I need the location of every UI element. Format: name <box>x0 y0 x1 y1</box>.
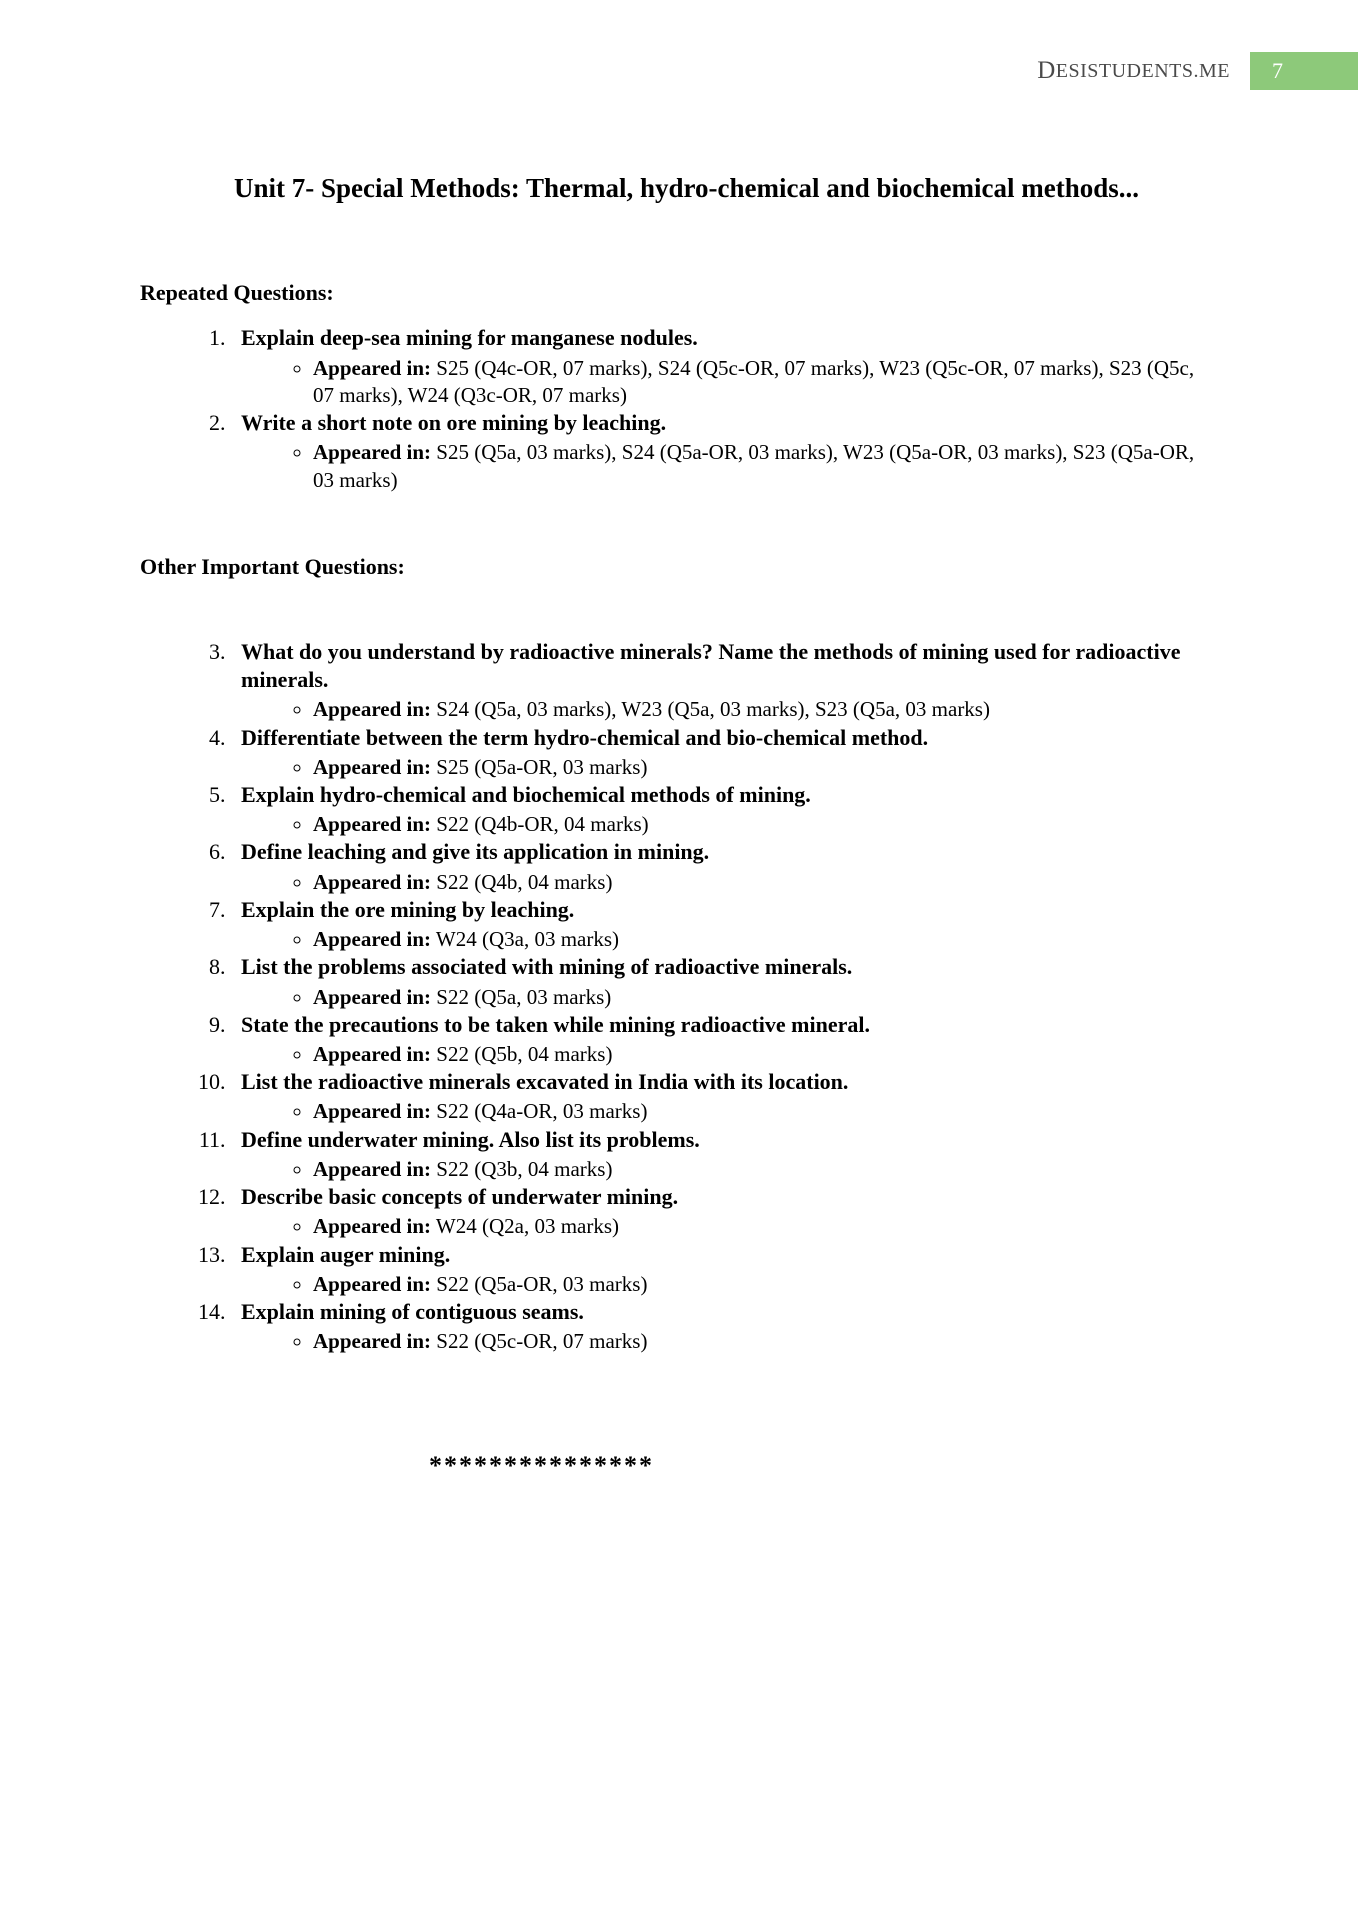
appeared-list <box>241 869 1208 896</box>
list-item <box>231 1068 1208 1125</box>
list-item <box>231 1298 1208 1355</box>
appeared-label: Appeared in: <box>313 697 432 722</box>
appeared-label: Appeared in: <box>313 355 432 380</box>
appeared-list <box>241 355 1208 410</box>
appeared-label: Appeared in: <box>313 1041 432 1066</box>
appeared-label: Appeared in: <box>313 869 432 894</box>
page-header <box>1037 52 1358 90</box>
list-item <box>231 409 1208 494</box>
appeared-value: W24 (Q3a, 03 marks) <box>435 927 620 952</box>
list-item <box>231 324 1208 409</box>
appeared-value: S22 (Q5a-OR, 03 marks) <box>436 1271 648 1296</box>
question-text: List the problems associated with mining of radioactive minerals. <box>241 954 853 980</box>
list-item <box>231 1011 1208 1068</box>
appeared-value: S22 (Q4b-OR, 04 marks) <box>436 812 649 837</box>
appeared-label: Appeared in: <box>313 812 432 837</box>
appeared-item <box>313 984 1208 1011</box>
section-end-marker: *************** <box>429 1450 654 1480</box>
question-text: Explain hydro-chemical and biochemical methods of mining. <box>241 782 811 807</box>
appeared-list <box>241 1041 1208 1068</box>
appeared-item <box>313 1328 1208 1355</box>
question-text: Explain mining of contiguous seams. <box>241 1299 584 1325</box>
question-text: Explain auger mining. <box>241 1241 451 1267</box>
appeared-list <box>241 1213 1208 1240</box>
list-item <box>231 953 1208 1010</box>
appeared-list <box>241 811 1208 838</box>
appeared-value: S22 (Q4a-OR, 03 marks) <box>436 1099 648 1124</box>
appeared-item <box>313 1156 1208 1183</box>
list-item <box>231 781 1208 838</box>
site-watermark-rest: ESISTUDENTS.ME <box>1055 59 1230 82</box>
appeared-value: S25 (Q4c-OR, 07 marks), S24 (Q5c-OR, 07 marks), W23 (Q5c-OR, 07 marks), S23 (Q5c, 07 marks), W24 (Q3c-OR, 07 marks) <box>313 355 1195 407</box>
question-text: Define leaching and give its application in mining. <box>241 839 710 865</box>
page-number: 7 <box>1272 58 1283 83</box>
appeared-item <box>313 439 1208 494</box>
appeared-item <box>313 926 1208 953</box>
appeared-value: S22 (Q4b, 04 marks) <box>436 869 613 894</box>
appeared-label: Appeared in: <box>313 440 432 465</box>
appeared-item <box>313 1098 1208 1125</box>
page-title: Unit 7- Special Methods: Thermal, hydro-chemical and biochemical methods... <box>234 173 1139 203</box>
appeared-list <box>241 1098 1208 1125</box>
appeared-item <box>313 754 1208 781</box>
question-text: Explain the ore mining by leaching. <box>241 896 575 922</box>
list-item <box>231 838 1208 895</box>
appeared-label: Appeared in: <box>313 1214 432 1239</box>
appeared-value: S22 (Q5b, 04 marks) <box>436 1041 613 1066</box>
appeared-value: S25 (Q5a-OR, 03 marks) <box>436 754 648 779</box>
appeared-list <box>241 696 1208 723</box>
appeared-item <box>313 1271 1208 1298</box>
appeared-label: Appeared in: <box>313 1156 432 1181</box>
appeared-list <box>241 1156 1208 1183</box>
list-item <box>231 638 1208 724</box>
appeared-list <box>241 984 1208 1011</box>
question-text: Explain deep-sea mining for manganese nodules. <box>241 325 698 351</box>
question-text: What do you understand by radioactive minerals? Name the methods of mining used for radioactive minerals. <box>241 638 1181 693</box>
appeared-value: S22 (Q3b, 04 marks) <box>436 1156 613 1181</box>
question-text: Differentiate between the term hydro-chemical and bio-chemical method. <box>241 724 929 750</box>
appeared-item <box>313 355 1208 410</box>
appeared-label: Appeared in: <box>313 927 432 952</box>
other-questions-heading: Other Important Questions: <box>140 553 405 579</box>
appeared-item <box>313 696 1208 723</box>
site-watermark-initial: D <box>1037 57 1056 84</box>
list-item <box>231 724 1208 781</box>
appeared-label: Appeared in: <box>313 984 432 1009</box>
question-text: List the radioactive minerals excavated in India with its location. <box>241 1069 849 1095</box>
appeared-list <box>241 1328 1208 1355</box>
appeared-item <box>313 811 1208 838</box>
appeared-value: S25 (Q5a, 03 marks), S24 (Q5a-OR, 03 marks), W23 (Q5a-OR, 03 marks), S23 (Q5a-OR, 03 marks) <box>313 440 1195 492</box>
appeared-item <box>313 1213 1208 1240</box>
repeated-questions-heading: Repeated Questions: <box>140 280 334 306</box>
appeared-item <box>313 869 1208 896</box>
appeared-list <box>241 439 1208 494</box>
list-item <box>231 1126 1208 1183</box>
page-number-badge <box>1250 52 1358 90</box>
appeared-label: Appeared in: <box>313 754 432 779</box>
appeared-list <box>241 754 1208 781</box>
question-text: Describe basic concepts of underwater mining. <box>241 1184 679 1210</box>
question-text: State the precautions to be taken while mining radioactive mineral. <box>241 1011 870 1037</box>
appeared-label: Appeared in: <box>313 1099 432 1124</box>
question-text: Write a short note on ore mining by leaching. <box>241 410 667 436</box>
list-item <box>231 1241 1208 1298</box>
section-spacer <box>165 580 1208 620</box>
appeared-label: Appeared in: <box>313 1271 432 1296</box>
list-item <box>231 896 1208 953</box>
appeared-value: W24 (Q2a, 03 marks) <box>435 1214 620 1239</box>
appeared-item <box>313 1041 1208 1068</box>
appeared-value: S22 (Q5c-OR, 07 marks) <box>436 1329 648 1354</box>
appeared-list <box>241 926 1208 953</box>
appeared-label: Appeared in: <box>313 1329 432 1354</box>
repeated-questions-list <box>165 324 1208 494</box>
appeared-value: S22 (Q5a, 03 marks) <box>436 984 612 1009</box>
appeared-list <box>241 1271 1208 1298</box>
appeared-value: S24 (Q5a, 03 marks), W23 (Q5a, 03 marks), S23 (Q5a, 03 marks) <box>436 697 990 722</box>
site-watermark <box>1037 52 1250 90</box>
list-item <box>231 1183 1208 1240</box>
question-text: Define underwater mining. Also list its problems. <box>241 1126 700 1152</box>
other-questions-list <box>165 638 1208 1356</box>
